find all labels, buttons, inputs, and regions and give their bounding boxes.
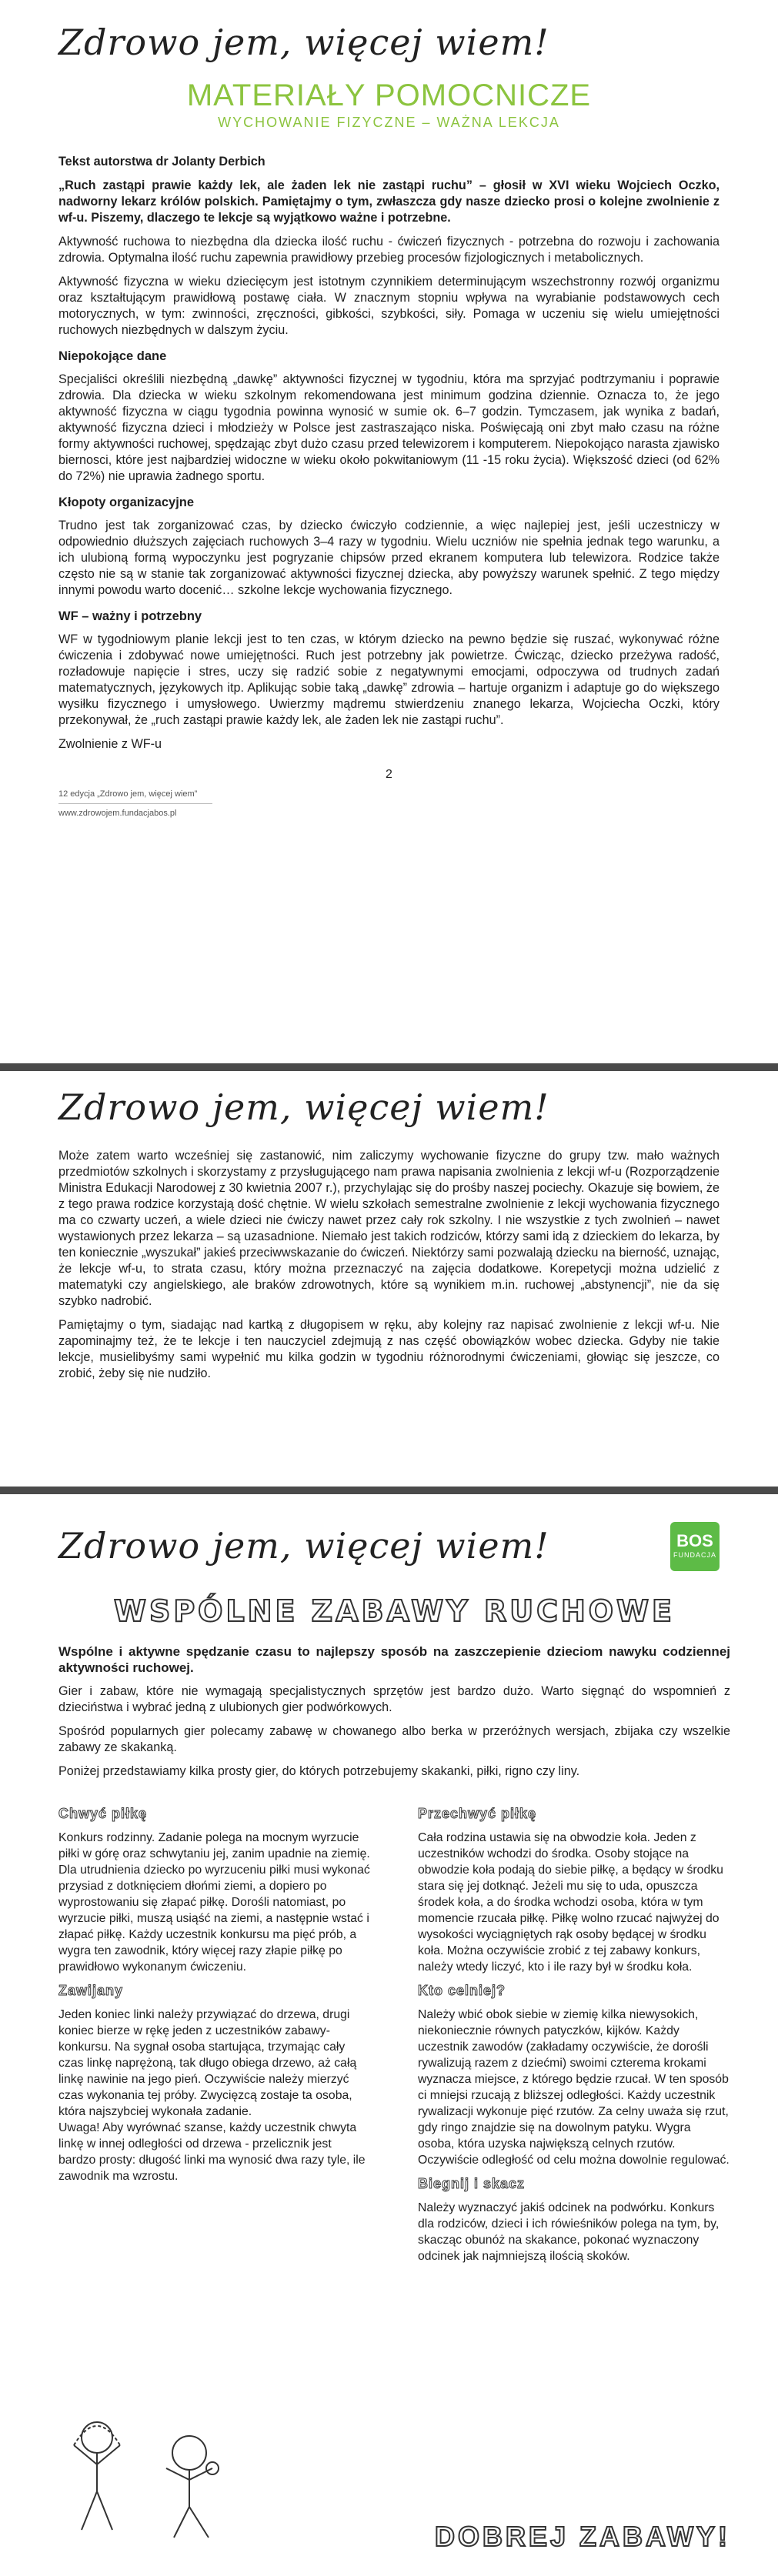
paragraph: Trudno jest tak zorganizować czas, by dziecko ćwiczyło codziennie, a więc najlepiej jest, jeśli uczestniczy w odpowiednio dłuższych zajęciach ruchowych 3–4 razy w tygodniu. Wielu uczniów nie spełnia jednak tego warunku, a ich ulubioną formą wypoczynku jest pogryzanie chipsów przed ekranem komputera lub telewizora. Rodzice także często nie są w stanie tak zorganizować aktywności fizycznej dziecka, aby powyższy warunek spełnić. Z tego między innymi powodu warto docenić… szkolne lekcje wychowania fizycznego.: [58, 519, 720, 597]
brand-heading: Zdrowo jem, więcej wiem!: [58, 1525, 549, 1567]
game-title: Zawijany: [58, 1983, 124, 1998]
page-number: 2: [386, 768, 392, 781]
game-text: Należy wyznaczyć jakiś odcinek na podwórku. Konkurs dla rodziców, dzieci i ich rówieśników polega na tym, by, skacząc obunóż na skakance, pokonać wyznaczony odcinek jak najmniejszą ilością skoków.: [418, 2201, 720, 2263]
section-heading: WF – ważny i potrzebny: [58, 609, 202, 623]
games-left-column: [58, 1800, 371, 2272]
games-columns: [58, 1800, 730, 2272]
game-text: Cała rodzina ustawia się na obwodzie koła. Jeden z uczestników wchodzi do środka. Osoby stojące na obwodzie koła podają do siebie piłkę, a będący w środku stara się jej dotknąć. Jeżeli mu się to uda, opuszcza środek koła, a do środka wchodzi osoba, która w tym momencie rzucała piłkę. Piłkę wolno rzucać najwyżej do wysokości wyciągniętych rąk osoby będącej w środku koła. Można oczywiście zrobić z tej zabawy konkurs, należy wtedy liczyć, kto i ile razy był w środku koła.: [418, 1831, 723, 1974]
bos-logo: [670, 1522, 720, 1571]
games-right-column: [418, 1800, 730, 2272]
brand-heading: Zdrowo jem, więcej wiem!: [58, 22, 549, 63]
paragraph: Aktywność fizyczna w wieku dziecięcym jest istotnym czynnikiem determinującym wszechstronny rozwój organizmu oraz kształtującym prawidłową postawę ciała. W znacznym stopniu wpływa na wyrabianie podstawowych cech motorycznych, w tym: zwinności, zręczności, gibkości, szybkości, siły. Pomaga w uczeniu się wielu umiejętności ruchowych niezbędnych w dalszym życiu.: [58, 275, 720, 337]
logo-subtext: FUNDACJA: [673, 1551, 716, 1559]
game-title: Przechwyć piłkę: [418, 1806, 537, 1821]
paragraph: Zwolnienie z WF-u: [58, 737, 162, 751]
brand-heading: Zdrowo jem, więcej wiem!: [58, 1086, 549, 1128]
paragraph: Może zatem warto wcześniej się zastanowić, nim zaliczymy wychowanie fizyczne do grupy tzw. mało ważnych przedmiotów szkolnych i skorzystamy z przysługującego nam prawa napisania zwolnienia z lekcji wf-u (Rozporządzenie Ministra Edukacji Narodowej z 30 kwietnia 2007 r.), przychylając się do prośby naszej pociechy. Okazuje się bowiem, że z tego prawa rodzice korzystają dość chętnie. W wielu szkołach semestralne zwolnienie z lekcji wychowania fizycznego ma co czwarty uczeń, a wiele dzieci nie ćwiczy nawet przez cały rok szkolny. I nie wszystkie z tych zwolnień – nawet wystawionych przez lekarza – są uzasadnione. Niemało jest takich rodziców, którzy sami idą z dzieckiem do lekarza, by ten koniecznie „wyszukał” jakieś przeciwwskazanie do ćwiczeń. Niektórzy sami pozwalają dziecku na bierność, uznając, że lekcje wf-u, to strata czasu, który można przeznaczyć na zajęcia dodatkowe. Korepetycji można udzielić z matematyki czy angielskiego, ale braków zdrowotnych, które są wynikiem m.in. ruchowej „abstynencji”, nie da się szybko nadrobić.: [58, 1149, 720, 1308]
kids-illustration-icon: [58, 2399, 251, 2545]
games-title: WSPÓLNE ZABAWY RUCHOWE: [114, 1594, 675, 1628]
footer-edition: 12 edycja „Zdrowo jem, więcej wiem”: [58, 789, 198, 799]
paragraph: Pamiętajmy o tym, siadając nad kartką z długopisem w ręku, aby kolejny raz napisać zwolnienie z lekcji wf-u. Nie zapominajmy też, że te lekcje i ten nauczyciel zdejmują z nas część obowiązków wobec dziecka. Gdyby nie takie lekcje, musielibyśmy sami wypełnić mu kilka godzin w tygodniu różnorodnymi ćwiczeniami, głowiąc się jeszcze, co zrobić, żeby się nie nudziło.: [58, 1318, 720, 1380]
paragraph: WF w tygodniowym planie lekcji jest to ten czas, w którym dziecko na pewno będzie się ruszać, wykonywać różne ćwiczenia i zdobywać nowe umiejętności. Ruch jest potrzebny jak powietrze. Ćwicząc, dziecko przeżywa radość, rozładowuje napięcie i stres, uczy się radzić sobie z negatywnymi emocjami, odpoczywa od trudnych zadań matematycznych, językowych itp. Aplikując sobie taką „dawkę” zdrowia – hartuje organizm i adaptuje go do większego wysiłku fizycznego i umysłowego. Uwierzmy mądremu stwierdzeniu znanego lekarza, Wojciecha Oczki, który przekonywał, że „ruch zastąpi prawie każdy lek, ale żaden lek nie zastąpi ruchu”.: [58, 632, 720, 727]
game-text: Jeden koniec linki należy przywiązać do drzewa, drugi koniec bierze w rękę jeden z uczestników zabawy-konkursu. Na sygnał osoba startująca, trzymając cały czas linkę naprężoną, tak długo obiega drzewo, aż całą linkę nawinie na jego pień. Oczywiście należy mierzyć czas wykonania tej próby. Zwycięzcą zostaje ta osoba, która najszybciej wykonała zadanie. Uwaga! Aby wyrównać szanse, każdy uczestnik chwyta linkę w innej odległości od drzewa - przelicznik jest bardzo prosty: długość linki ma wynosić dwa razy tyle, ile zawodnik ma wzrostu.: [58, 2008, 366, 2183]
footer-url[interactable]: www.zdrowojem.fundacjabos.pl: [58, 809, 177, 818]
paragraph: Specjaliści określili niezbędną „dawkę” aktywności fizycznej w tygodniu, która ma sprzyjać podtrzymaniu i poprawie zdrowia. Dla dziecka w wieku szkolnym rekomendowana jest minimum godzina dziennie. Oznacza to, że jego aktywność fizyczna w ciągu tygodnia powinna wynosić w sumie ok. 6–7 godzin. Tymczasem, jak wynika z badań, aktywność fizyczna dzieci i młodzieży w Polsce jest zastraszająco niska. Poświęcają oni zbyt mało czasu na różne formy aktywności ruchowej, spędzając zbyt dużo czasu przed telewizorem i komputerem. Niepokojąco narasta zjawisko biernosci, które jest najbardziej widoczne w wieku około pokwitaniowym (11 -15 roku życia). Większość dzieci (od 62% do 72%) nie uprawia żadnego sportu.: [58, 372, 720, 483]
game-title: Biegnij i skacz: [418, 2176, 526, 2191]
section-heading: Kłopoty organizacyjne: [58, 496, 195, 509]
section-heading: Niepokojące dane: [58, 349, 167, 363]
paragraph: Poniżej przedstawiamy kilka prosty gier, do których potrzebujemy skakanki, piłki, rigno czy liny.: [58, 1764, 580, 1778]
game-title: Kto celniej?: [418, 1983, 506, 1998]
lead-paragraph: Wspólne i aktywne spędzanie czasu to najlepszy sposób na zaszczepienie dzieciom nawyku codziennej aktywności ruchowej.: [58, 1644, 730, 1675]
footer-divider: [58, 803, 212, 804]
game-text: Konkurs rodzinny. Zadanie polega na mocnym wyrzucie piłki w górę oraz schwytaniu jej, zanim upadnie na ziemię. Dla utrudnienia dziecko po wyrzuceniu piłki musi wykonać przysiad z dotknięciem dłońmi ziemi, a dopiero po wyprostowaniu się złapać piłkę. Dorośli natomiast, po wyrzucie piłki, muszą usiąść na ziemi, a następnie wstać i złapać piłkę. Każdy uczestnik konkursu ma pięć prób, a wygra ten zawodnik, który więcej razy złapie piłkę po prawidłowo wykonanym ćwiczeniu.: [58, 1831, 370, 1974]
paragraph: Gier i zabaw, które nie wymagają specjalistycznych sprzętów jest bardzo dużo. Warto sięgnąć do wspomnień z dzieciństwa i wybrać jedną z ulubionych gier podwórkowych.: [58, 1684, 730, 1714]
paragraph: Spośród popularnych gier polecamy zabawę w chowanego albo berka w przeróżnych wersjach, zbijaka czy wszelkie zabawy ze skakanką.: [58, 1724, 730, 1754]
page-subtitle: WYCHOWANIE FIZYCZNE – WAŻNA LEKCJA: [218, 115, 560, 130]
document-page-2: [0, 1071, 778, 1487]
logo-text: BOS: [676, 1531, 713, 1550]
game-title: Chwyć piłkę: [58, 1806, 148, 1821]
page-title: MATERIAŁY POMOCNICZE: [186, 78, 592, 112]
paragraph: Aktywność ruchowa to niezbędna dla dziecka ilość ruchu - ćwiczeń fizycznych - potrzebna do rozwoju i zachowania zdrowia. Optymalna ilość ruchu zapewnia prawidłowy przebieg procesów fizjologicznych i metabolicznych.: [58, 235, 720, 265]
lead-paragraph: „Ruch zastąpi prawie każdy lek, ale żaden lek nie zastąpi ruchu” – głosił w XVI wieku Wojciech Oczko, nadworny lekarz królów polskich. Pamiętajmy o tym, zwłaszcza gdy nasze dziecko prosi o kolejne zwolnienie z wf-u. Piszemy, dlaczego te lekcje są wyjątkowo ważne i potrzebne.: [58, 179, 720, 225]
game-text: Należy wbić obok siebie w ziemię kilka niewysokich, niekoniecznie równych patyczków, kijków. Każdy uczestnik zawodów (zakładamy oczywiście, że dorośli rywalizują razem z dziećmi) swoimi czterema krokami wyznacza miejsce, z którego będzie rzucał. W ten sposób ci mniejsi rzucają z bliższej odległości. Każdy uczestnik rywalizacji wykonuje pięć rzutów. Za celny uważa się rzut, gdy ringo znajdzie się na dowolnym patyku. Wygra osoba, która uzyska największą celnych rzutów. Oczywiście odległość od celu można dowolnie regulować.: [418, 2008, 730, 2167]
closing-banner: DOBREJ ZABAWY!: [434, 2521, 730, 2552]
document-page-1: [0, 0, 778, 1063]
author-line: Tekst autorstwa dr Jolanty Derbich: [58, 155, 265, 169]
document-page-3: [0, 1494, 778, 2576]
